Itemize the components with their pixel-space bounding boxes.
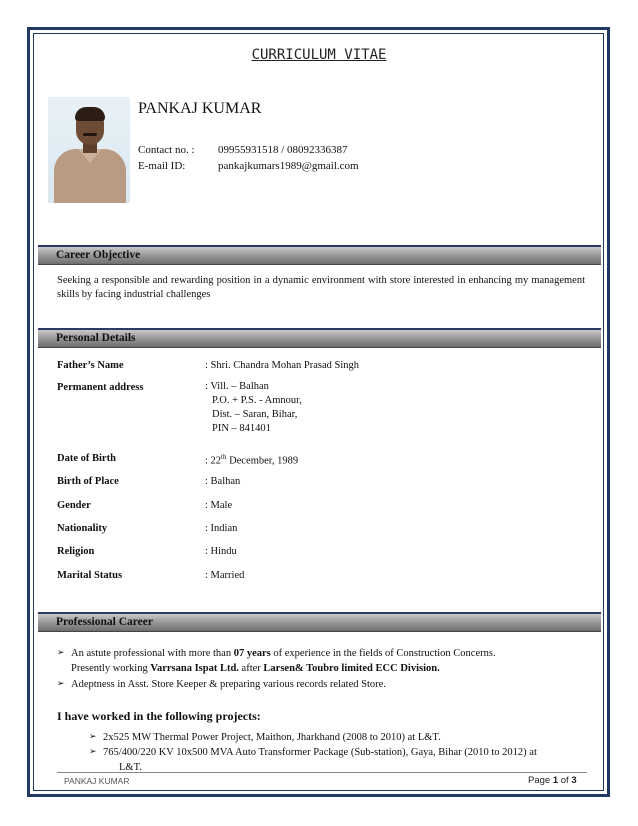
arrow-bullet-icon: ➢ (89, 732, 97, 742)
project-text (103, 745, 593, 775)
field-label: Father’s Name (57, 360, 124, 371)
section-career-objective (38, 245, 601, 265)
field-label: Religion (57, 546, 95, 557)
section-title: Professional Career (56, 616, 153, 628)
bullet-text: Adeptness in Asst. Store Keeper & preparing various records related Store. (71, 679, 386, 690)
phone-value: 09955931518 / 08092336387 (218, 144, 348, 156)
dob-suffix: th (221, 453, 227, 461)
field-value: : Balhan (205, 476, 241, 487)
field-value (205, 453, 298, 467)
address-line: P.O. + P.S. - Amnour, (212, 395, 302, 406)
career-objective-text: Seeking a responsible and rewarding position in a dynamic environment with store interested in enhancing my management skills by facing industrial challenges (57, 275, 585, 300)
photo-moustache (83, 133, 97, 136)
section-title: Personal Details (56, 332, 136, 344)
field-label: Marital Status (57, 570, 123, 581)
dob-day: : 22 (205, 455, 222, 467)
field-value: : Male (205, 500, 233, 511)
phone-label: Contact no. : (138, 144, 195, 156)
field-value: : Shri. Chandra Mohan Prasad Singh (205, 360, 359, 371)
page-total: 3 (571, 775, 577, 786)
text-run: of experience in the fields of Construction Concerns. (270, 648, 496, 659)
email-label: E-mail ID: (138, 160, 186, 172)
footer-rule (57, 772, 587, 773)
text-run: after (238, 663, 264, 674)
field-label: Date of Birth (57, 453, 116, 464)
of-word: of (558, 775, 572, 786)
field-value: : Indian (205, 523, 238, 534)
field-value: : Married (205, 570, 245, 581)
section-professional-career (38, 612, 601, 632)
section-personal-details (38, 328, 601, 348)
bullet-text (71, 646, 591, 676)
field-label: Birth of Place (57, 476, 119, 487)
candidate-name: PANKAJ KUMAR (138, 100, 262, 117)
text-run-bold: Varrsana Ispat Ltd. (150, 663, 239, 674)
photo-hair (75, 107, 105, 121)
page-word: Page (528, 775, 553, 786)
address-line: : Vill. – Balhan (205, 381, 269, 392)
address-block (205, 380, 302, 436)
project-line: L&T. (119, 762, 142, 773)
projects-heading: I have worked in the following projects: (57, 709, 261, 723)
page-number (528, 775, 577, 786)
address-line: Dist. – Saran, Bihar, (212, 409, 298, 420)
field-label: Permanent address (57, 382, 144, 393)
email-value: pankajkumars1989@gmail.com (218, 160, 359, 172)
profile-photo (48, 97, 130, 203)
text-run-bold: 07 years (233, 648, 271, 659)
project-line: 765/400/220 KV 10x500 MVA Auto Transformer Package (Sub-station), Gaya, Bihar (2010 to 2012) at (103, 747, 537, 758)
arrow-bullet-icon: ➢ (89, 747, 97, 757)
text-run: Presently working (71, 663, 151, 674)
footer-name: PANKAJ KUMAR (64, 776, 130, 786)
text-run-bold: Larsen& Toubro limited ECC Division. (263, 663, 440, 674)
page-current: 1 (552, 775, 559, 786)
project-text: 2x525 MW Thermal Power Project, Maithon, Jharkhand (2008 to 2010) at L&T. (103, 732, 441, 743)
document-title: CURRICULUM VITAE (251, 47, 387, 63)
address-line: PIN – 841401 (212, 423, 271, 434)
arrow-bullet-icon: ➢ (57, 648, 65, 658)
arrow-bullet-icon: ➢ (57, 679, 65, 689)
dob-month-year: December, 1989 (226, 455, 299, 467)
field-label: Gender (57, 500, 91, 511)
section-title: Career Objective (56, 249, 141, 261)
text-run: An astute professional with more than (71, 648, 234, 659)
field-label: Nationality (57, 523, 108, 534)
field-value: : Hindu (205, 546, 237, 557)
